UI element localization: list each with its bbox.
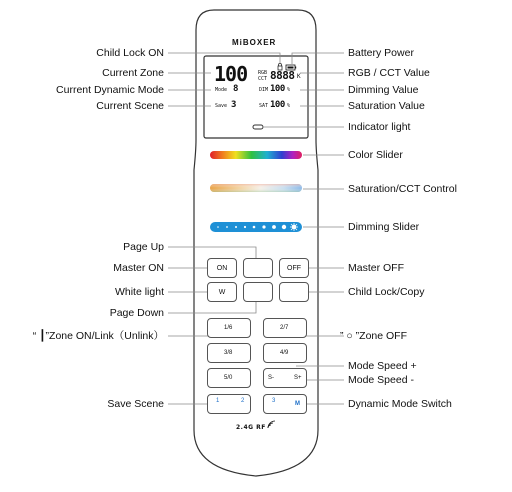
label-zone-on-link: “ ┃”Zone ON/Link（Unlink） bbox=[32, 330, 164, 342]
dimming-slider bbox=[210, 222, 302, 232]
label-battery-power: Battery Power bbox=[348, 47, 414, 59]
dynamic-mode-button[interactable] bbox=[263, 394, 307, 414]
off-button[interactable]: OFF bbox=[279, 258, 309, 278]
color-slider bbox=[210, 151, 302, 159]
label-color-slider: Color Slider bbox=[348, 149, 403, 161]
save-1-label: 1 bbox=[216, 398, 220, 404]
lcd-cct-value: 8888 bbox=[270, 69, 295, 82]
save-3-label: 3 bbox=[272, 398, 276, 404]
label-master-on: Master ON bbox=[113, 262, 164, 274]
label-zone-off: ” ○ ”Zone OFF bbox=[340, 330, 408, 342]
label-dynamic-mode-switch: Dynamic Mode Switch bbox=[348, 398, 452, 410]
lcd-rgb-label: RGB bbox=[258, 70, 268, 76]
page-up-button[interactable] bbox=[243, 258, 273, 278]
lcd-cct-unit: K bbox=[297, 73, 301, 80]
zone-3-label: 3/8 bbox=[224, 350, 233, 356]
save-2-label: 2 bbox=[241, 398, 245, 404]
zone-1-label: 1/6 bbox=[224, 325, 233, 331]
label-master-off: Master OFF bbox=[348, 262, 405, 274]
zone-button-2[interactable] bbox=[263, 318, 307, 338]
on-button[interactable]: ON bbox=[207, 258, 237, 278]
page-down-button[interactable] bbox=[243, 282, 273, 302]
lcd-save-label: Save bbox=[215, 103, 228, 109]
label-child-lock-on: Child Lock ON bbox=[96, 47, 164, 59]
lcd-save-value: 3 bbox=[231, 100, 237, 110]
zone-button-5[interactable] bbox=[207, 368, 251, 388]
zone-5-label: 5/0 bbox=[224, 375, 233, 381]
speed-plus-label: S+ bbox=[294, 375, 302, 381]
lcd-mode-label: Mode bbox=[215, 87, 228, 93]
brand-logo: MiBOXER bbox=[232, 38, 277, 47]
zone-button-3[interactable] bbox=[207, 343, 251, 363]
lcd-zone: 100 bbox=[214, 62, 248, 86]
label-save-scene: Save Scene bbox=[107, 398, 164, 410]
lcd-mode-value: 8 bbox=[233, 84, 239, 94]
white-button[interactable]: W bbox=[207, 282, 237, 302]
label-child-lock-copy: Child Lock/Copy bbox=[348, 286, 425, 298]
label-dimming-slider: Dimming Slider bbox=[348, 221, 420, 233]
lcd-dim-label: DIM bbox=[259, 87, 269, 93]
child-lock-copy-button[interactable] bbox=[279, 282, 309, 302]
lcd-cct-label: CCT bbox=[258, 76, 268, 82]
label-white-light: White light bbox=[114, 286, 164, 298]
zone-button-1[interactable] bbox=[207, 318, 251, 338]
zone-4-label: 4/9 bbox=[280, 350, 289, 356]
m-label: M bbox=[295, 401, 300, 407]
label-saturation-cct-control: Saturation/CCT Control bbox=[348, 183, 457, 195]
zone-button-4[interactable] bbox=[263, 343, 307, 363]
label-dimming-value: Dimming Value bbox=[348, 84, 419, 96]
zone-2-label: 2/7 bbox=[280, 325, 289, 331]
lcd-dim-percent: % bbox=[287, 87, 291, 93]
rf-badge: 2.4G RF bbox=[236, 424, 266, 431]
label-saturation-value: Saturation Value bbox=[348, 100, 425, 112]
lcd-sat-percent: % bbox=[287, 103, 291, 109]
label-rgb-cct-value: RGB / CCT Value bbox=[348, 67, 430, 79]
label-mode-speed-minus: Mode Speed - bbox=[348, 374, 414, 386]
label-page-down: Page Down bbox=[109, 307, 164, 319]
label-current-dynamic-mode: Current Dynamic Mode bbox=[56, 84, 164, 96]
label-current-scene: Current Scene bbox=[96, 100, 164, 112]
lcd-sat-label: SAT bbox=[259, 103, 269, 109]
label-indicator-light: Indicator light bbox=[348, 121, 411, 133]
speed-button[interactable] bbox=[263, 368, 307, 388]
label-mode-speed-plus: Mode Speed + bbox=[348, 360, 417, 372]
label-current-zone: Current Zone bbox=[102, 67, 164, 79]
lcd-sat-value: 100 bbox=[270, 100, 285, 110]
speed-minus-label: S- bbox=[268, 375, 274, 381]
save-scene-button-1[interactable] bbox=[207, 394, 251, 414]
lcd-dim-value: 100 bbox=[270, 84, 285, 94]
label-page-up: Page Up bbox=[123, 241, 164, 253]
